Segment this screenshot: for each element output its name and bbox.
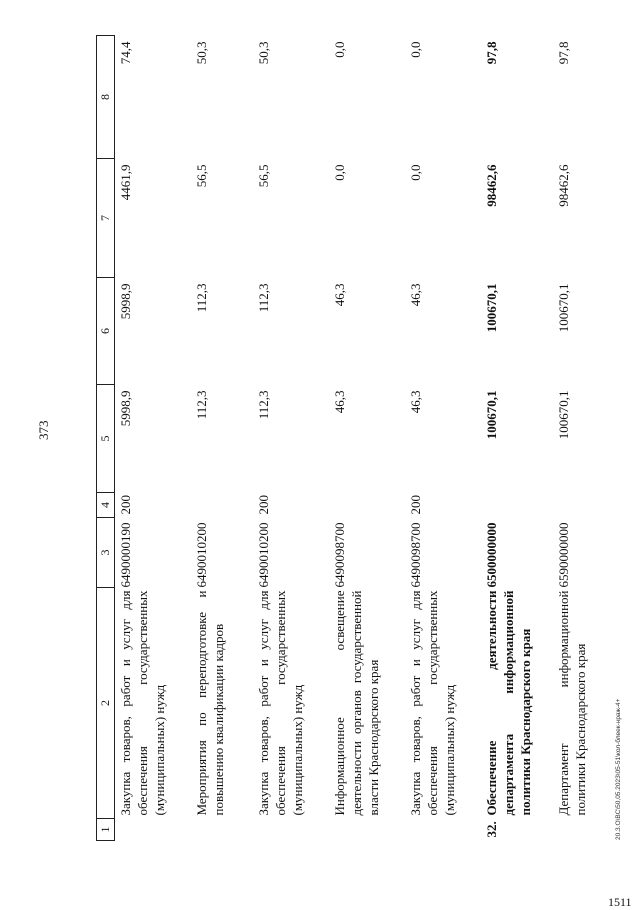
row-value-7: 4461,9 <box>118 164 133 201</box>
row-value-6: 100670,1 <box>556 283 571 333</box>
row-code: 6490098700 <box>408 522 423 588</box>
row-number <box>329 819 405 841</box>
row-code: 6490098700 <box>332 522 347 588</box>
row-description: Информационное освещение деятельности органов государственной власти Краснодарского края <box>332 590 381 816</box>
row-value-5: 100670,1 <box>556 390 571 440</box>
row-value-7: 0,0 <box>408 164 423 181</box>
row-code: 6490010200 <box>256 522 271 588</box>
header-col-3: 3 <box>97 518 115 588</box>
row-value-8: 97,8 <box>556 41 571 65</box>
row-type <box>553 493 617 518</box>
row-number <box>553 819 617 841</box>
row-value-5: 112,3 <box>194 390 209 420</box>
row-value-6: 100670,1 <box>484 283 499 333</box>
header-col-2: 2 <box>97 588 115 819</box>
table-header-row <box>97 36 115 841</box>
row-code: 6500000000 <box>484 522 499 588</box>
row-number <box>253 819 329 841</box>
table-row <box>405 36 481 841</box>
row-description: Департамент информационной политики Краснодарского края <box>556 590 588 816</box>
row-description: Обеспечение деятельности департамента информационной политики Краснодарского края <box>484 590 533 816</box>
header-col-5: 5 <box>97 385 115 493</box>
row-value-6: 112,3 <box>194 283 209 313</box>
row-value-5: 46,3 <box>408 390 423 414</box>
header-col-8: 8 <box>97 36 115 159</box>
row-type <box>191 493 253 518</box>
table-row <box>553 36 617 841</box>
row-value-7: 98462,6 <box>556 164 571 207</box>
sheet-number: 1511 <box>608 895 632 909</box>
document-id: 20.3.O\BC\50,05.2023\05-51\кол-блеек-нраж-4+ <box>615 698 622 840</box>
page-number: 373 <box>36 420 51 440</box>
row-number <box>405 819 481 841</box>
table-row <box>329 36 405 841</box>
row-value-5: 112,3 <box>256 390 271 420</box>
row-value-8: 97,8 <box>484 41 499 65</box>
row-description: Закупка товаров, работ и услуг для обеспечения государственных (муниципальных) нужд <box>256 590 305 816</box>
header-col-1: 1 <box>97 819 115 841</box>
row-description: Мероприятия по переподготовке и повышению квалификации кадров <box>194 590 226 816</box>
row-value-7: 56,5 <box>256 164 271 188</box>
row-value-8: 74,4 <box>118 41 133 65</box>
row-code: 6490010200 <box>194 522 209 588</box>
row-value-7: 56,5 <box>194 164 209 188</box>
row-value-6: 46,3 <box>408 283 423 307</box>
row-value-8: 50,3 <box>194 41 209 65</box>
row-type: 200 <box>408 495 423 515</box>
row-value-5: 100670,1 <box>484 390 499 440</box>
header-col-4: 4 <box>97 493 115 518</box>
row-value-7: 98462,6 <box>484 164 499 207</box>
row-number: 32. <box>484 821 499 838</box>
table-row <box>481 36 553 841</box>
row-description: Закупка товаров, работ и услуг для обеспечения государственных (муниципальных) нужд <box>408 590 457 816</box>
row-value-5: 5998,9 <box>118 390 133 427</box>
row-value-5: 46,3 <box>332 390 347 414</box>
row-value-6: 46,3 <box>332 283 347 307</box>
budget-table <box>96 35 617 841</box>
row-value-6: 112,3 <box>256 283 271 313</box>
row-number <box>115 819 192 841</box>
row-value-7: 0,0 <box>332 164 347 181</box>
row-type <box>329 493 405 518</box>
row-value-8: 0,0 <box>332 41 347 58</box>
row-type: 200 <box>256 495 271 515</box>
header-col-7: 7 <box>97 159 115 278</box>
header-col-6: 6 <box>97 278 115 385</box>
row-code: 6590000000 <box>556 522 571 588</box>
table-row <box>115 36 192 841</box>
row-value-6: 5998,9 <box>118 283 133 320</box>
row-code: 6490000190 <box>118 522 133 588</box>
row-description: Закупка товаров, работ и услуг для обеспечения государственных (муниципальных) нужд <box>118 590 167 816</box>
row-type: 200 <box>118 495 133 515</box>
row-value-8: 0,0 <box>408 41 423 58</box>
table-row <box>253 36 329 841</box>
budget-table-container <box>96 36 611 841</box>
row-number <box>191 819 253 841</box>
row-type <box>481 493 553 518</box>
row-value-8: 50,3 <box>256 41 271 65</box>
table-row <box>191 36 253 841</box>
